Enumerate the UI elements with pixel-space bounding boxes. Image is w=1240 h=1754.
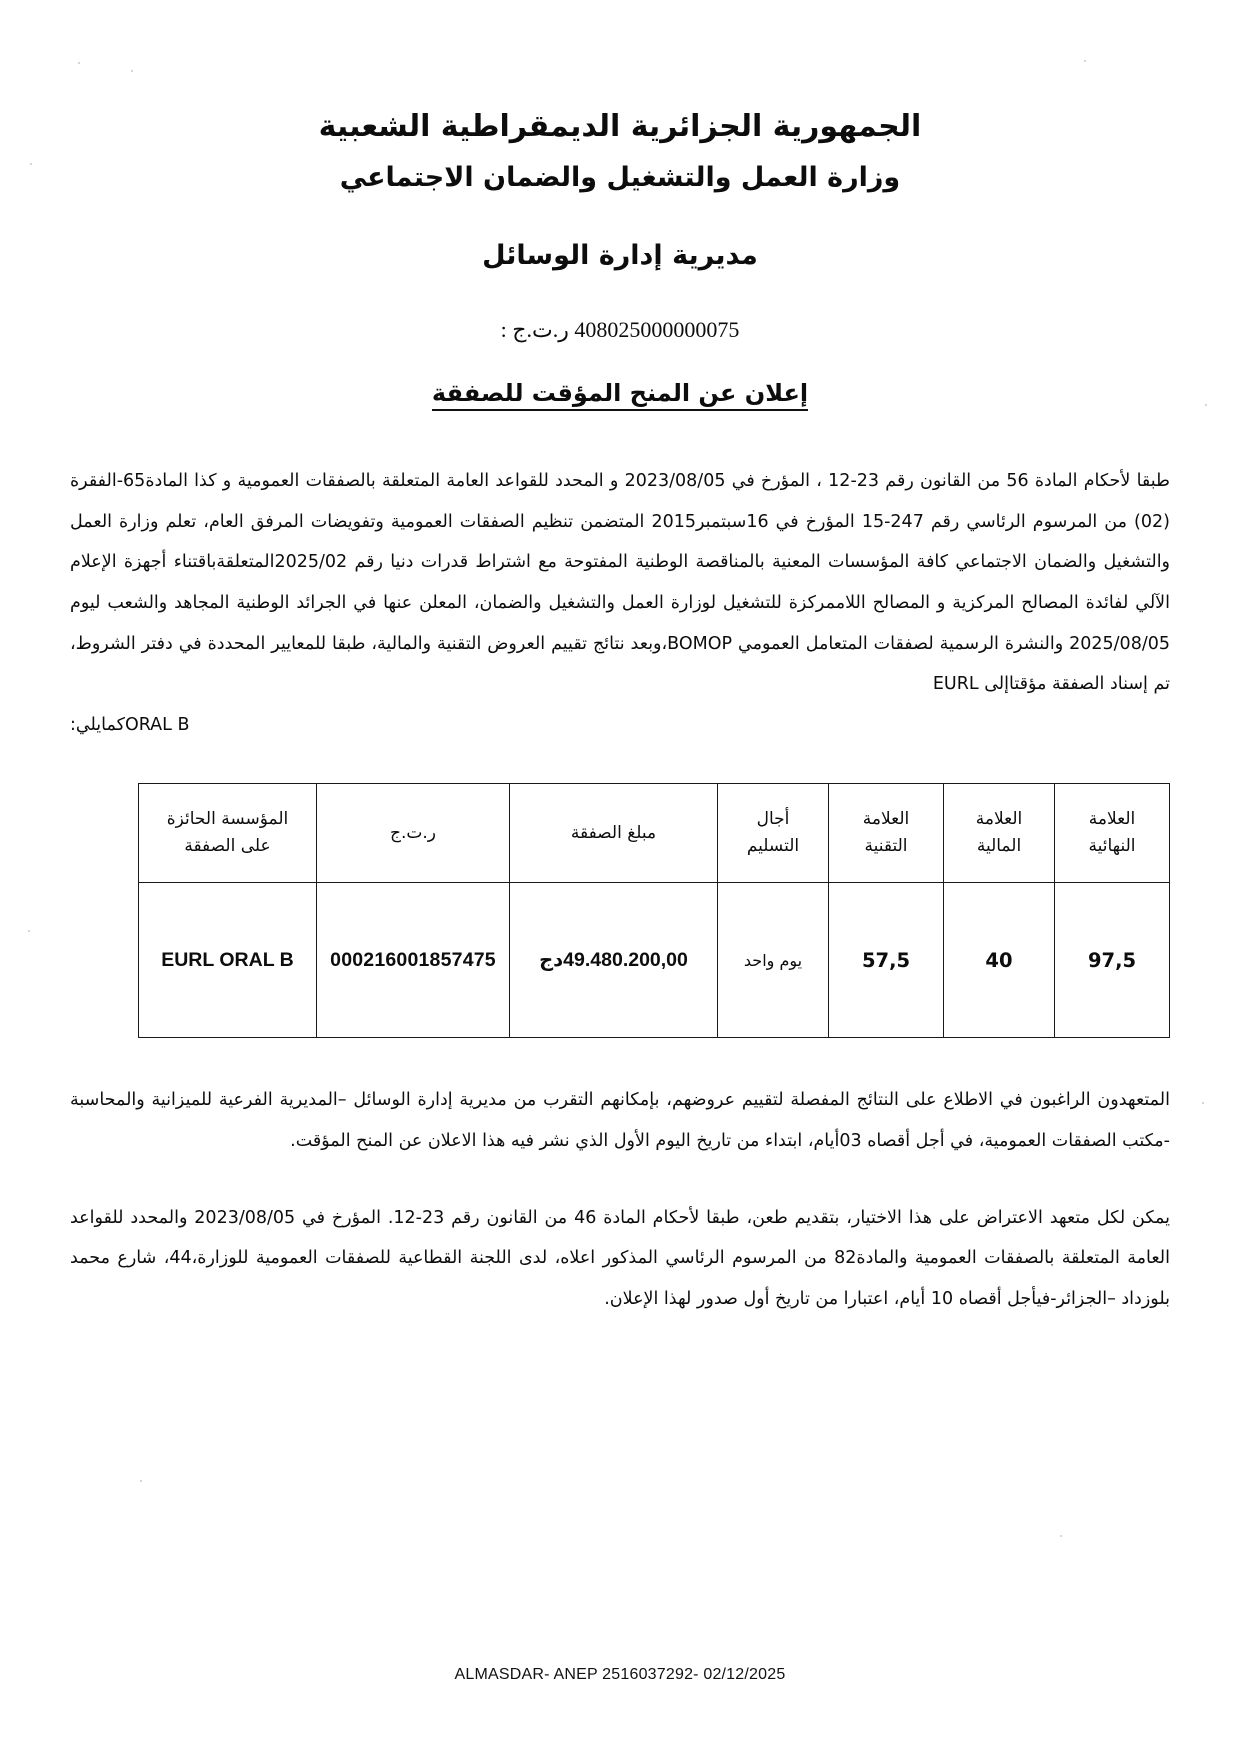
registration-number: 408025000000075 (574, 317, 740, 343)
column-header-final-mark (1055, 784, 1170, 883)
cell-rtj: 000216001857475 (317, 883, 510, 1038)
intro-paragraph-main: طبقا لأحكام المادة 56 من القانون رقم 23-12 ، المؤرخ في 2023/08/05 و المحدد للقواعد العامة المتعلقة بالصفقات العمومية و كذا المادة65-الفقرة (02) من المرسوم الرئاسي رقم 247-15 المؤرخ في 16سبتمبر2015 المتضمن تنظيم الصفقات العمومية وتفويضات المرفق العام، تعلم وزارة العمل والتشغيل والضمان الاجتماعي كافة المؤسسات المعنية بالمناقصة الوطنية المفتوحة مع اشتراط قدرات دنيا رقم 2025/02المتعلقةباقتناء أجهزة الإعلام الآلي لفائدة المصالح المركزية و المصالح اللاممركزة للتشغيل لوزارة العمل والتشغيل والضمان، المعلن عنها في الجرائد الوطنية المجاهد والشعب ليوم 2025/08/05 والنشرة الرسمية لصفقات المتعامل العمومي BOMOP،وبعد نتائج تقييم العروض التقنية والمالية، طبقا للمعايير المحددة في دفتر الشروط، تم إسناد الصفقة مؤقتاإلى EURL (70, 471, 1171, 695)
registration-label: ر.ت.ج : (500, 317, 569, 343)
column-header-line2: التسليم (746, 836, 800, 857)
column-header-line2: المالية (976, 836, 1022, 857)
column-header-line1: مبلغ الصفقة (570, 822, 657, 843)
cell-delivery-delay: يوم واحد (718, 883, 829, 1038)
column-header-line1: العلامة (975, 808, 1023, 829)
footer-reference: ALMASDAR- ANEP 2516037292- 02/12/2025 (454, 1666, 786, 1683)
column-header-line1: المؤسسة الحائزة (166, 808, 289, 829)
cell-technical-mark: 57,5 (829, 883, 944, 1038)
ministry-heading: وزارة العمل والتشغيل والضمان الاجتماعي (339, 161, 901, 193)
registration-line (70, 317, 1170, 343)
detailed-results-paragraph: المتعهدون الراغبون في الاطلاع على النتائج المفصلة لتقييم عروضهم، بإمكانهم التقرب من مديرية إدارة الوسائل –المديرية الفرعية للميزانية والمحاسبة -مكتب الصفقات العمومية، في أجل أقصاه 03أيام، ابتداء من تاريخ اليوم الأول الذي نشر فيه هذا الاعلان عن المنح المؤقت. (70, 1090, 1170, 1151)
cell-final-mark: 97,5 (1055, 883, 1170, 1038)
directorate-heading: مديرية إدارة الوسائل (482, 239, 758, 271)
award-table (138, 783, 1170, 1038)
column-header-line1: العلامة (1088, 808, 1136, 829)
column-header-delivery-delay (718, 784, 829, 883)
appeal-paragraph: يمكن لكل متعهد الاعتراض على هذا الاختيار، بتقديم طعن، طبقا لأحكام المادة 46 من القانون رقم 23-12. المؤرخ في 2023/08/05 والمحدد للقواعد العامة المتعلقة بالصفقات العمومية والمادة82 من المرسوم الرئاسي المذكور اعلاه، لدى اللجنة القطاعية للصفقات العمومية للوزارة،44، شارع محمد بلوزداد –الجزائر-فيأجل أقصاه 10 أيام، اعتبارا من تاريخ أول صدور لهذا الإعلان. (70, 1207, 1171, 1309)
column-header-line1: العلامة (862, 808, 910, 829)
column-header-line2: التقنية (864, 836, 908, 857)
column-header-line2: النهائية (1088, 836, 1136, 857)
column-header-line2: على الصفقة (184, 836, 271, 857)
cell-financial-mark: 40 (944, 883, 1055, 1038)
page-title (70, 379, 1170, 407)
document-footer (0, 1666, 1240, 1684)
table-row (139, 883, 1170, 1038)
column-header-contract-amount (510, 784, 718, 883)
column-header-financial-mark (944, 784, 1055, 883)
column-header-line1: ر.ت.ج (390, 822, 436, 843)
document-header (70, 106, 1170, 275)
cell-contract-amount (510, 883, 718, 1038)
intro-paragraph (70, 461, 1170, 745)
column-header-technical-mark (829, 784, 944, 883)
column-header-awarded-company (139, 784, 317, 883)
page-title-text: إعلان عن المنح المؤقت للصفقة (432, 379, 808, 411)
column-header-line1: أجال (756, 808, 790, 829)
column-header-rtj (317, 784, 510, 883)
cell-awarded-company: EURL ORAL B (139, 883, 317, 1038)
contract-amount-currency: دج (539, 948, 564, 972)
table-header-row (139, 784, 1170, 883)
intro-paragraph-tail: ORAL Bكمايلي: (70, 714, 190, 735)
contract-amount-value: 49.480.200,00 (563, 949, 688, 972)
republic-heading: الجمهورية الجزائرية الديمقراطية الشعبية (318, 109, 922, 144)
